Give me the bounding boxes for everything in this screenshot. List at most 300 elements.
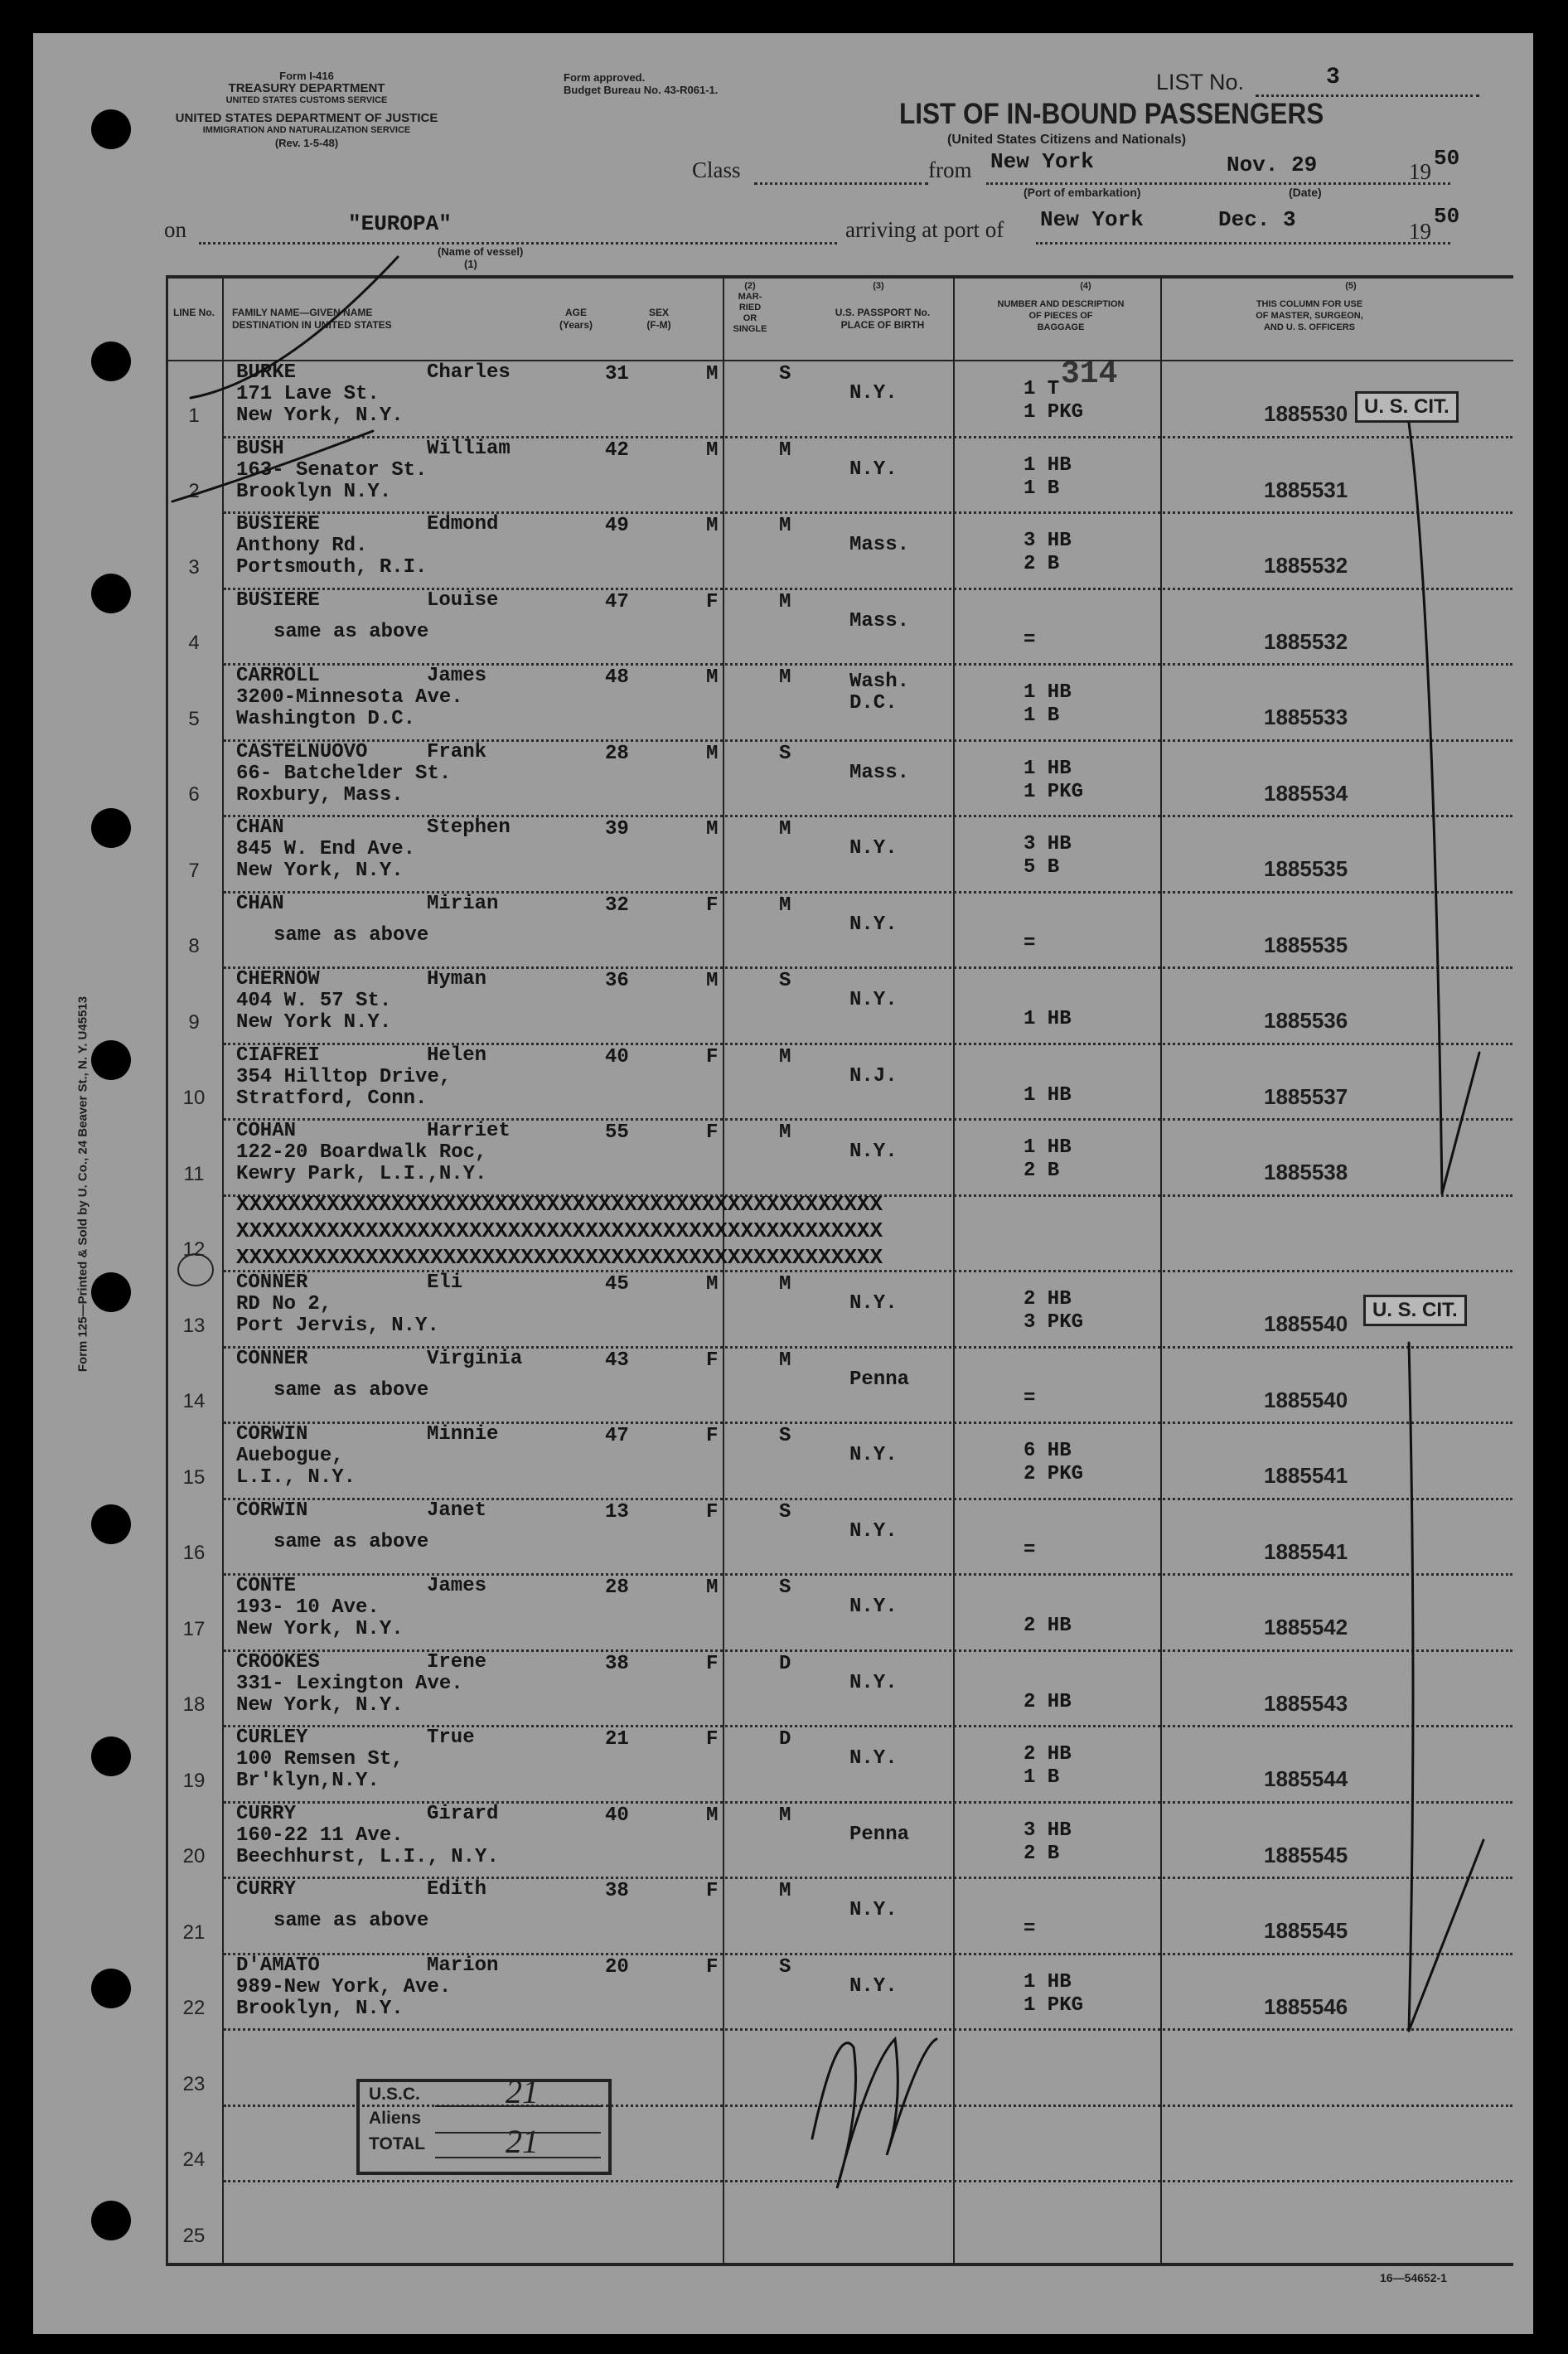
passenger-birthplace: N.Y. — [849, 1747, 898, 1770]
passenger-address-line1: same as above — [273, 1530, 429, 1553]
passenger-given-name: Louise — [427, 588, 499, 612]
passenger-family-name: CURLEY — [236, 1727, 308, 1749]
passenger-given-name: Marion — [427, 1954, 499, 1977]
pen-check-mark — [1409, 423, 1442, 1194]
row-rule — [224, 663, 1512, 666]
row-rule — [224, 1118, 1512, 1121]
passenger-address-line1: 163- Senator St. — [236, 458, 428, 482]
passenger-marital-status: M — [779, 1804, 791, 1827]
officer-number: 1885536 — [1264, 1008, 1348, 1033]
col-header-baggage: NUMBER AND DESCRIPTION OF PIECES OF BAGGAGE — [997, 299, 1125, 332]
from-year-prefix: 19 — [1409, 159, 1431, 184]
form-revision: (Rev. 1-5-48) — [274, 137, 339, 149]
passenger-given-name: Eli — [427, 1271, 463, 1294]
baggage-line1: 1 HB — [1024, 757, 1072, 780]
passenger-birthplace: N.Y. — [849, 1444, 898, 1466]
list-no-label: LIST No. — [1156, 70, 1245, 94]
passenger-age: 31 — [605, 363, 629, 385]
line-number: 14 — [182, 1390, 206, 1412]
passenger-address-line2: Roxbury, Mass. — [236, 783, 404, 806]
arrival-line — [1036, 242, 1450, 245]
baggage-line2: = — [1024, 1918, 1036, 1940]
passenger-marital-status: S — [779, 1500, 791, 1523]
baggage-line2: 1 HB — [1024, 1083, 1072, 1107]
approval-block — [564, 71, 796, 96]
baggage-line2: 5 B — [1024, 856, 1060, 879]
line-number: 7 — [188, 859, 200, 882]
officer-number: 1885533 — [1264, 705, 1348, 729]
passenger-birthplace: N.Y. — [849, 1899, 898, 1921]
binder-hole — [91, 808, 131, 848]
baggage-line1: 3 HB — [1024, 530, 1072, 552]
line-number: 8 — [188, 935, 200, 957]
table-bottom-border — [166, 2263, 1513, 2266]
from-year: 50 — [1434, 146, 1460, 171]
baggage-line2: 2 PKG — [1024, 1463, 1084, 1485]
passenger-family-name: CURRY — [236, 1802, 297, 1825]
passenger-sex: F — [706, 1652, 719, 1675]
passenger-age: 42 — [605, 438, 629, 462]
passenger-family-name: CASTELNUOVO — [236, 740, 368, 763]
officer-number: 1885545 — [1264, 1918, 1348, 1943]
totals-rule — [435, 2157, 601, 2158]
row-rule — [224, 1270, 1512, 1272]
passenger-sex: F — [706, 1349, 719, 1372]
passenger-marital-status: S — [779, 1577, 791, 1599]
line-number: 15 — [182, 1465, 206, 1489]
list-no-line — [1256, 94, 1479, 97]
baggage-line2: 1 B — [1024, 477, 1060, 500]
officer-number: 1885545 — [1264, 1842, 1348, 1867]
baggage-line2: 2 HB — [1024, 1615, 1072, 1637]
passenger-given-name: James — [427, 665, 487, 687]
baggage-line2: = — [1024, 1387, 1036, 1410]
baggage-line2: 1 PKG — [1024, 401, 1084, 424]
passenger-birthplace: N.Y. — [849, 989, 898, 1011]
passenger-age: 38 — [605, 1880, 629, 1902]
from-line — [986, 182, 1450, 185]
row-rule — [224, 436, 1512, 438]
row-rule — [224, 1877, 1512, 1879]
passenger-address-line1: Auebogue, — [236, 1445, 344, 1467]
passenger-marital-status: M — [779, 1880, 791, 1902]
passenger-family-name: CIAFREI — [236, 1044, 320, 1067]
passenger-age: 55 — [605, 1121, 629, 1144]
passenger-family-name: CARROLL — [236, 665, 320, 687]
binder-hole — [91, 1969, 131, 2008]
baggage-line1: 2 HB — [1024, 1288, 1072, 1310]
passenger-family-name: BUSIERE — [236, 513, 320, 535]
passenger-given-name: James — [427, 1575, 487, 1597]
line-number: 5 — [188, 707, 200, 730]
passenger-family-name: CHAN — [236, 816, 284, 839]
passenger-marital-status: M — [779, 1273, 791, 1296]
table-left-border — [166, 275, 168, 2264]
arrival-year-prefix: 19 — [1409, 219, 1431, 244]
passenger-age: 49 — [605, 515, 629, 537]
passenger-given-name: Edmond — [427, 513, 499, 535]
passenger-address-line1: same as above — [273, 1910, 429, 1932]
passenger-family-name: CHERNOW — [236, 968, 320, 991]
baggage-line2: = — [1024, 628, 1036, 651]
passenger-given-name: Hyman — [427, 968, 487, 991]
passenger-birthplace: N.Y. — [849, 382, 898, 404]
binder-hole — [91, 1272, 131, 1312]
arrival-date: Dec. 3 — [1218, 207, 1296, 232]
passenger-address-line1: 845 W. End Ave. — [236, 838, 416, 860]
passenger-birthplace: N.Y. — [849, 1671, 898, 1694]
passenger-birthplace: N.Y. — [849, 1596, 898, 1618]
passenger-address-line1: 193- 10 Ave. — [236, 1596, 380, 1619]
passenger-address-line1: RD No 2, — [236, 1293, 332, 1315]
row-rule — [224, 1422, 1512, 1424]
passenger-address-line2: Stratford, Conn. — [236, 1087, 428, 1110]
passenger-family-name: COHAN — [236, 1120, 297, 1142]
treasury-dept: TREASURY DEPARTMENT — [228, 81, 385, 95]
port-caption: (Port of embarkation) — [1024, 186, 1141, 199]
passenger-sex: M — [706, 363, 719, 385]
passenger-address-line1: 3200-Minnesota Ave. — [236, 686, 463, 709]
baggage-line1: 1 T — [1024, 378, 1060, 400]
passenger-family-name: CONNER — [236, 1347, 308, 1370]
line-number: 19 — [182, 1769, 206, 1792]
passenger-given-name: Virginia — [427, 1347, 523, 1370]
line-number: 23 — [182, 2072, 206, 2095]
passenger-birthplace: N.Y. — [849, 837, 898, 860]
passenger-family-name: CHAN — [236, 892, 284, 915]
officer-number: 1885543 — [1264, 1690, 1348, 1716]
line-number: 13 — [182, 1314, 206, 1337]
passenger-address-line2: Port Jervis, N.Y. — [236, 1315, 439, 1337]
vessel-line — [199, 242, 837, 245]
passenger-family-name: D'AMATO — [236, 1954, 320, 1977]
line-number: 17 — [182, 1617, 206, 1640]
passenger-marital-status: M — [779, 438, 791, 462]
col-header-line-no: LINE No. — [173, 307, 215, 318]
passenger-age: 32 — [605, 894, 629, 917]
baggage-line1: 1 HB — [1024, 1136, 1072, 1159]
manifest-page — [33, 33, 1533, 2334]
passenger-address-line2: Brooklyn N.Y. — [236, 480, 392, 503]
arriving-label: arriving at port of — [845, 217, 1004, 242]
baggage-line2: 1 B — [1024, 1766, 1060, 1789]
binder-hole — [91, 574, 131, 613]
passenger-address-line1: same as above — [273, 923, 429, 947]
passenger-given-name: William — [427, 437, 511, 460]
passenger-address-line1: Anthony Rd. — [236, 535, 368, 557]
cancelled-entry-row: XXXXXXXXXXXXXXXXXXXXXXXXXXXXXXXXXXXXXXXXXXXXXXXXXX — [236, 1218, 883, 1243]
passenger-marital-status: M — [779, 1349, 791, 1372]
passenger-birthplace: N.Y. — [849, 1974, 898, 1998]
totals-rule — [435, 2132, 601, 2134]
row-rule — [224, 1043, 1512, 1045]
col-header-name: FAMILY NAME—GIVEN NAME DESTINATION IN UNITED STATES — [232, 307, 392, 331]
binder-hole — [91, 1504, 131, 1544]
passenger-given-name: Mirian — [427, 892, 499, 915]
vessel-col-num: (1) — [464, 258, 477, 270]
passenger-given-name: Helen — [427, 1044, 487, 1067]
row-rule — [224, 1953, 1512, 1955]
passenger-sex: F — [706, 1045, 719, 1068]
line-number: 24 — [182, 2148, 206, 2171]
vessel-caption: (Name of vessel) — [438, 245, 524, 258]
passenger-age: 36 — [605, 970, 629, 992]
passenger-given-name: Edith — [427, 1878, 487, 1901]
passenger-birthplace: Wash. D.C. — [849, 671, 910, 714]
passenger-age: 13 — [605, 1500, 629, 1523]
pen-check-mark — [1442, 1053, 1479, 1194]
passenger-sex: F — [706, 1425, 719, 1447]
cancelled-entry-row: XXXXXXXXXXXXXXXXXXXXXXXXXXXXXXXXXXXXXXXXXXXXXXXXXX — [236, 1245, 883, 1270]
passenger-sex: M — [706, 818, 719, 840]
line-number: 10 — [182, 1087, 206, 1109]
passenger-given-name: True — [427, 1727, 475, 1749]
officer-number: 1885541 — [1264, 1463, 1348, 1488]
passenger-marital-status: D — [779, 1728, 791, 1751]
pen-check-mark — [1409, 1343, 1413, 2031]
passenger-given-name: Girard — [427, 1802, 499, 1825]
side-imprint: Form 125—Printed & Sold by U. Co., 24 Beaver St., N. Y. U45513 — [75, 995, 90, 1373]
binder-hole — [91, 1736, 131, 1776]
passenger-given-name: Harriet — [427, 1120, 511, 1142]
passenger-marital-status: M — [779, 818, 791, 840]
passenger-given-name: Irene — [427, 1650, 487, 1673]
from-label: from — [928, 157, 972, 182]
passenger-sex: F — [706, 1121, 719, 1144]
passenger-marital-status: S — [779, 363, 791, 385]
passenger-address-line2: New York, N.Y. — [236, 1618, 404, 1640]
passenger-given-name: Charles — [427, 361, 511, 384]
passenger-birthplace: N.Y. — [849, 458, 898, 481]
budget-bureau: Budget Bureau No. 43-R061-1. — [564, 84, 719, 96]
arrival-port: New York — [1040, 207, 1144, 232]
passenger-given-name: Frank — [427, 740, 487, 763]
passenger-marital-status: M — [779, 894, 791, 917]
row-rule — [224, 1346, 1512, 1349]
date-caption: (Date) — [1289, 186, 1322, 199]
passenger-given-name: Minnie — [427, 1423, 499, 1446]
passenger-age: 21 — [605, 1728, 629, 1751]
form-number: Form I-416 — [279, 70, 334, 82]
passenger-marital-status: S — [779, 742, 791, 765]
passenger-family-name: CORWIN — [236, 1423, 308, 1446]
passenger-birthplace: Penna — [849, 1368, 910, 1391]
baggage-line2: = — [1024, 932, 1036, 955]
passenger-address-line1: 404 W. 57 St. — [236, 990, 392, 1012]
passenger-sex: M — [706, 1577, 719, 1599]
line-number: 11 — [183, 1162, 205, 1185]
binder-hole — [91, 341, 131, 381]
passenger-address-line2: Brooklyn, N.Y. — [236, 1997, 404, 2020]
passenger-address-line1: 100 Remsen St, — [236, 1748, 404, 1770]
passenger-sex: F — [706, 1728, 719, 1751]
stamped-number: 314 — [1061, 356, 1118, 392]
row-rule — [224, 1573, 1512, 1576]
passenger-address-line1: 331- Lexington Ave. — [236, 1672, 463, 1695]
passenger-address-line2: Kewry Park, L.I.,N.Y. — [236, 1163, 487, 1185]
passenger-family-name: CROOKES — [236, 1650, 320, 1673]
passenger-birthplace: N.Y. — [849, 1292, 898, 1315]
passenger-age: 45 — [605, 1273, 629, 1296]
row-rule — [224, 2028, 1512, 2031]
officer-number: 1885538 — [1264, 1160, 1348, 1184]
from-date: Nov. 29 — [1227, 153, 1318, 177]
passenger-address-line1: 989-New York, Ave. — [236, 1975, 452, 1998]
line-number: 4 — [188, 632, 200, 654]
line-number: 3 — [188, 555, 200, 579]
passenger-family-name: CONNER — [236, 1271, 308, 1294]
officer-number: 1885535 — [1264, 856, 1348, 881]
passenger-address-line2: L.I., N.Y. — [236, 1466, 356, 1489]
passenger-address-line1: 160-22 11 Ave. — [236, 1824, 404, 1847]
page-subtitle: (United States Citizens and Nationals) — [947, 133, 1187, 147]
passenger-birthplace: Mass. — [849, 609, 910, 632]
footer-form-code: 16—54652-1 — [1380, 2271, 1447, 2284]
passenger-address-line2: Portsmouth, R.I. — [236, 556, 428, 579]
passenger-address-line1: 122-20 Boardwalk Roc, — [236, 1141, 487, 1164]
total-label: TOTAL — [369, 2134, 426, 2153]
col-header-passport: U.S. PASSPORT No. PLACE OF BIRTH — [835, 307, 931, 331]
baggage-line2: 1 PKG — [1024, 780, 1084, 803]
row-rule — [224, 815, 1512, 817]
passenger-family-name: BURKE — [236, 361, 297, 384]
officer-number: 1885531 — [1264, 477, 1348, 502]
vessel-name: "EUROPA" — [348, 211, 452, 236]
passenger-age: 47 — [605, 590, 629, 613]
baggage-line2: 2 HB — [1024, 1690, 1072, 1713]
binder-hole — [91, 1040, 131, 1080]
row-rule — [224, 2180, 1512, 2182]
row-rule — [224, 1498, 1512, 1500]
officer-number: 1885546 — [1264, 1993, 1348, 2019]
line-number: 2 — [188, 480, 200, 502]
list-no-value: 3 — [1326, 65, 1340, 90]
passenger-birthplace: N.Y. — [849, 913, 898, 936]
passenger-family-name: BUSIERE — [236, 588, 320, 612]
passenger-age: 28 — [605, 742, 629, 765]
passenger-address-line2: New York, N.Y. — [236, 1693, 404, 1717]
passenger-given-name: Stephen — [427, 816, 511, 839]
baggage-line1: 1 HB — [1024, 681, 1072, 704]
passenger-sex: M — [706, 970, 719, 992]
col-header-officers: THIS COLUMN FOR USE OF MASTER, SURGEON, AND U. S. OFFICERS — [1256, 299, 1363, 332]
row-rule — [224, 966, 1512, 969]
col-header-age: AGE (Years) — [559, 307, 593, 331]
passenger-sex: M — [706, 1273, 719, 1296]
passenger-sex: M — [706, 438, 719, 462]
passenger-sex: M — [706, 515, 719, 537]
passenger-family-name: CORWIN — [236, 1499, 308, 1522]
aliens-label: Aliens — [369, 2109, 422, 2128]
totals-rule — [435, 2105, 601, 2107]
us-citizen-stamp: U. S. CIT. — [1355, 391, 1459, 423]
arrival-year: 50 — [1434, 204, 1460, 229]
passenger-age: 38 — [605, 1652, 629, 1675]
passenger-address-line2: Beechhurst, L.I., N.Y. — [236, 1845, 499, 1868]
passenger-sex: F — [706, 1955, 719, 1979]
line-number: 6 — [188, 783, 200, 806]
passenger-marital-status: M — [779, 515, 791, 537]
usc-count: 21 — [506, 2073, 539, 2110]
col-header-col3: (3) — [873, 281, 884, 291]
passenger-address-line2: Br'klyn,N.Y. — [236, 1770, 380, 1792]
officer-number: 1885532 — [1264, 628, 1348, 654]
passenger-family-name: BUSH — [236, 437, 284, 460]
passenger-age: 47 — [605, 1425, 629, 1447]
line-number: 20 — [182, 1845, 206, 1867]
passenger-sex: F — [706, 1880, 719, 1902]
officer-number: 1885537 — [1264, 1083, 1348, 1109]
officer-number: 1885534 — [1264, 780, 1348, 806]
passenger-sex: M — [706, 1804, 719, 1827]
row-rule — [224, 511, 1512, 514]
passenger-address-line1: same as above — [273, 620, 429, 643]
passenger-address-line2: New York, N.Y. — [236, 860, 404, 882]
passenger-marital-status: S — [779, 1425, 791, 1447]
row-rule — [224, 891, 1512, 894]
total-count: 21 — [506, 2123, 539, 2160]
baggage-line1: 1 HB — [1024, 453, 1072, 477]
passenger-age: 40 — [605, 1045, 629, 1068]
passenger-marital-status: S — [779, 1955, 791, 1979]
approval-text: Form approved. — [564, 71, 646, 84]
baggage-line2: 2 B — [1024, 1842, 1060, 1865]
baggage-line2: 3 PKG — [1024, 1311, 1084, 1334]
passenger-sex: F — [706, 1500, 719, 1523]
passenger-marital-status: D — [779, 1652, 791, 1675]
col-header-col4: (4) — [1080, 281, 1091, 291]
col-header-col2: (2) — [744, 281, 756, 291]
baggage-line2: 2 B — [1024, 1160, 1060, 1182]
passenger-age: 48 — [605, 666, 629, 689]
passenger-birthplace: N.Y. — [849, 1519, 898, 1543]
header-left-block — [157, 70, 456, 149]
row-rule — [224, 1801, 1512, 1804]
baggage-line2: 1 PKG — [1024, 1993, 1084, 2017]
baggage-line1: 6 HB — [1024, 1440, 1072, 1462]
col-header-married: MAR- RIED OR SINGLE — [733, 292, 767, 334]
justice-dept: UNITED STATES DEPARTMENT OF JUSTICE — [175, 111, 438, 125]
passenger-birthplace: Penna — [849, 1823, 910, 1846]
officer-number: 1885540 — [1264, 1387, 1348, 1412]
passenger-marital-status: S — [779, 970, 791, 992]
col-header-col5: (5) — [1345, 281, 1357, 291]
initials-signature — [812, 2039, 936, 2188]
passenger-sex: M — [706, 666, 719, 689]
line-number: 1 — [188, 404, 200, 427]
officer-number: 1885532 — [1264, 553, 1348, 578]
passenger-birthplace: N.J. — [849, 1064, 898, 1087]
passenger-family-name: CURRY — [236, 1878, 297, 1901]
passenger-age: 40 — [605, 1804, 629, 1827]
customs-service: UNITED STATES CUSTOMS SERVICE — [225, 95, 388, 105]
passenger-address-line2: New York, N.Y. — [236, 404, 404, 427]
passenger-age: 20 — [605, 1955, 629, 1979]
on-label: on — [164, 217, 186, 242]
officer-number: 1885544 — [1264, 1766, 1348, 1791]
row-rule — [224, 1725, 1512, 1727]
baggage-line2: = — [1024, 1538, 1036, 1562]
line-number: 25 — [182, 2224, 206, 2247]
line-number: 9 — [188, 1010, 200, 1034]
us-citizen-stamp: U. S. CIT. — [1363, 1295, 1467, 1326]
row-rule — [224, 588, 1512, 590]
passenger-age: 28 — [605, 1577, 629, 1599]
line-number: 18 — [182, 1693, 206, 1716]
passenger-given-name: Janet — [427, 1499, 487, 1522]
pen-check-mark — [1409, 1840, 1483, 2031]
cancelled-entry-row: XXXXXXXXXXXXXXXXXXXXXXXXXXXXXXXXXXXXXXXXXXXXXXXXXX — [236, 1192, 883, 1217]
